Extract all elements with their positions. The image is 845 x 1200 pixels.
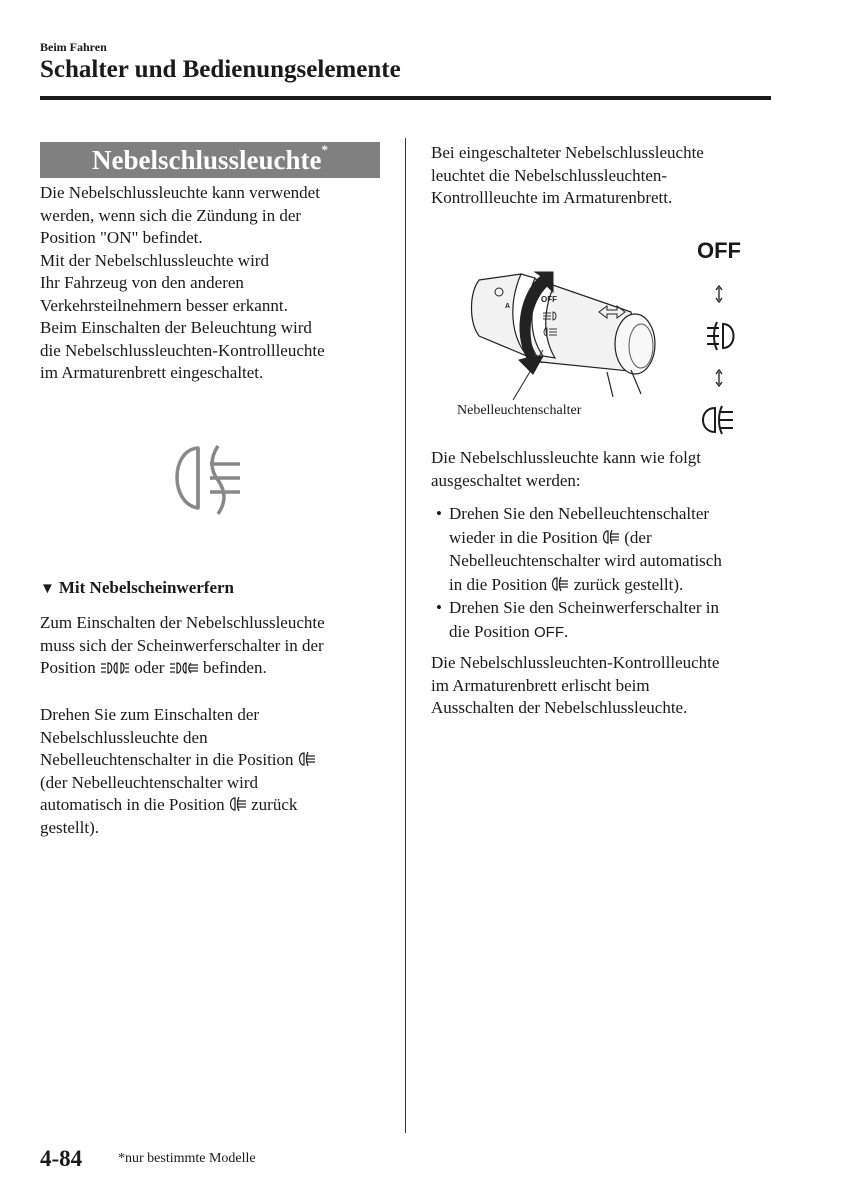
- triangle-marker: ▼: [40, 581, 55, 597]
- position-arrow-2: [716, 370, 722, 386]
- page-number: 4-84: [40, 1146, 83, 1171]
- page-title: Schalter und Bedienungselemente: [40, 56, 401, 83]
- front-fog-lamp-icon: [707, 322, 734, 350]
- text-line: [40, 657, 390, 680]
- indicator-off-paragraph: [431, 652, 776, 720]
- text-line: [40, 794, 390, 817]
- switch-on-paragraph: [40, 704, 390, 839]
- footnote: *nur bestimmte Modelle: [118, 1151, 256, 1166]
- text-line: Die Nebelschlussleuchten-Kontrollleuchte: [431, 653, 720, 672]
- section-title-banner: [40, 142, 380, 178]
- rear-fog-lamp-icon: [551, 576, 569, 592]
- text-line: [449, 620, 776, 645]
- section-title: Nebelschlussleuchte: [92, 145, 322, 175]
- text-line: Nebelleuchtenschalter wird automatisch: [449, 551, 722, 570]
- text-line: Drehen Sie zum Einschalten der: [40, 705, 260, 724]
- intro-line: Mit der Nebelschlussleuchte wird: [40, 250, 269, 270]
- chapter-label: Beim Fahren: [40, 40, 107, 54]
- column-divider: [405, 138, 406, 1133]
- text-run: befinden.: [202, 658, 267, 677]
- intro-line: im Armaturenbrett eingeschaltet.: [40, 363, 264, 382]
- subsection-title: Mit Nebelscheinwerfern: [58, 578, 234, 597]
- rear-fog-lamp-icon: [602, 529, 620, 545]
- figure-caption: Nebelleuchtenschalter: [457, 403, 582, 418]
- text-line: [449, 526, 776, 550]
- text-run: oder: [134, 658, 165, 677]
- rear-fog-lamp-icon: [298, 751, 316, 767]
- rear-fog-warning-light-icon: [170, 440, 254, 516]
- text-line: Drehen Sie den Scheinwerferschalter in: [449, 598, 719, 617]
- switch-off-intro: [431, 447, 776, 492]
- indicator-paragraph: [431, 142, 781, 210]
- stalk-auto-label: A: [505, 303, 511, 310]
- text-line: (der Nebelleuchtenschalter wird: [40, 772, 259, 792]
- text-run: zurück gestellt).: [573, 574, 684, 594]
- text-line: Die Nebelschlussleuchte kann wie folgt: [431, 448, 702, 467]
- headlight-rear-fog-icon: [169, 661, 199, 675]
- text-run: .: [564, 621, 569, 641]
- intro-line: Verkehrsteilnehmern besser erkannt.: [40, 295, 288, 315]
- text-line: ausgeschaltet werden:: [431, 470, 581, 490]
- switch-position-paragraph: [40, 612, 390, 680]
- intro-line: Die Nebelschlussleuchte kann verwendet: [40, 183, 320, 202]
- switch-off-list: [436, 502, 776, 644]
- subsection-heading: [40, 578, 234, 598]
- text-line: [449, 573, 776, 597]
- intro-line: Beim Einschalten der Beleuchtung wird: [40, 318, 312, 337]
- text-line: Kontrollleuchte im Armaturenbrett.: [431, 188, 673, 207]
- text-line: muss sich der Scheinwerferschalter in der: [40, 635, 324, 655]
- position-arrow-1: [716, 286, 722, 302]
- text-line: Zum Einschalten der Nebelschlussleuchte: [40, 613, 325, 632]
- stalk-off-label: OFF: [541, 295, 557, 304]
- headlight-front-fog-icon: [100, 661, 130, 675]
- off-label: OFF: [697, 238, 741, 263]
- header-rule: [40, 96, 771, 100]
- intro-line: Position "ON" befindet.: [40, 228, 203, 247]
- rear-fog-lamp-icon: [229, 796, 247, 812]
- list-item: [436, 502, 776, 596]
- bullet-marker: •: [436, 504, 442, 523]
- text-run: automatisch in die Position: [40, 795, 225, 814]
- text-line: Nebelschlussleuchte den: [40, 727, 208, 747]
- text-run: Position: [40, 658, 96, 677]
- section-title-mark: *: [321, 142, 328, 157]
- text-run: zurück: [251, 795, 298, 814]
- off-position-label: OFF: [534, 623, 565, 641]
- text-line: Drehen Sie den Nebelleuchtenschalter: [449, 504, 710, 523]
- text-run: Nebelleuchtenschalter in die Position: [40, 750, 294, 769]
- text-line: leuchtet die Nebelschlussleuchten-: [431, 165, 668, 185]
- intro-line: werden, wenn sich die Zündung in der: [40, 205, 302, 225]
- text-line: im Armaturenbrett erlischt beim: [431, 675, 650, 695]
- text-run: in die Position: [449, 574, 548, 594]
- bullet-marker: •: [436, 598, 442, 617]
- intro-line: Ihr Fahrzeug von den anderen: [40, 273, 244, 292]
- text-run: wieder in die Position: [449, 527, 598, 547]
- text-line: [40, 749, 390, 772]
- text-line: gestellt).: [40, 817, 100, 837]
- intro-line: die Nebelschlussleuchten-Kontrollleuchte: [40, 340, 325, 360]
- text-line: Ausschalten der Nebelschlussleuchte.: [431, 698, 688, 717]
- text-run: (der: [624, 527, 652, 547]
- text-run: die Position: [449, 621, 530, 641]
- rear-fog-lamp-icon: [703, 406, 733, 434]
- intro-paragraph: [40, 182, 390, 385]
- text-line: Bei eingeschalteter Nebelschlussleuchte: [431, 143, 704, 162]
- list-item: [436, 596, 776, 644]
